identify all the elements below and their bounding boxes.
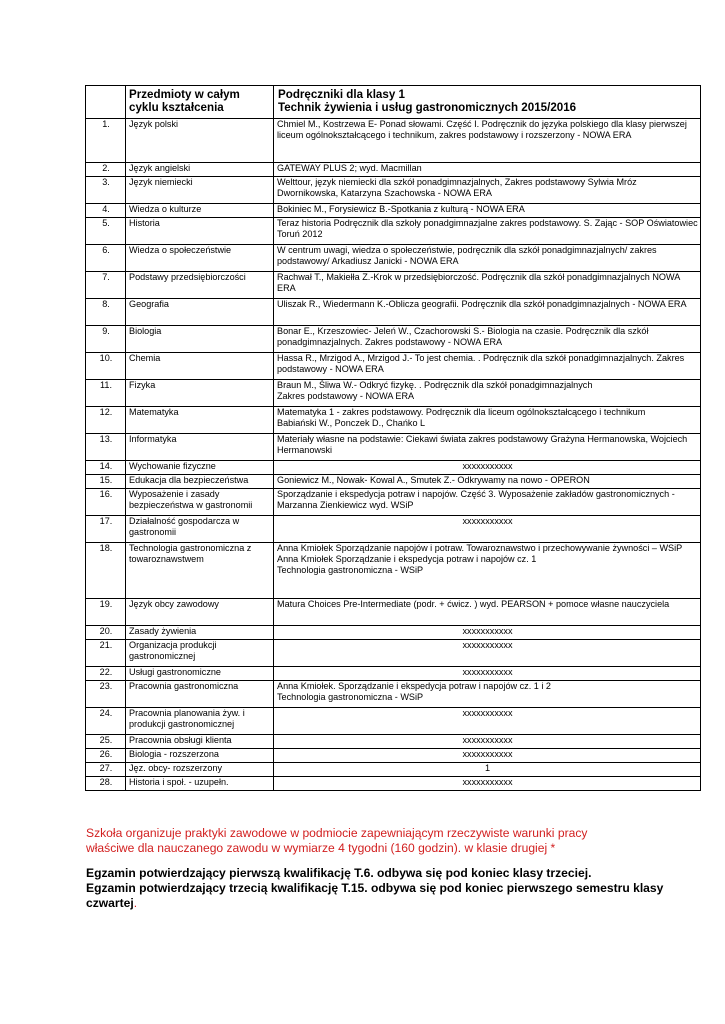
table-row bbox=[86, 543, 701, 599]
table-row bbox=[86, 599, 701, 626]
exam-line-1: Egzamin potwierdzający pierwszą kwalifikację T.6. odbywa się pod koniec klasy trzeciej. bbox=[86, 866, 592, 880]
row-textbook: Rachwał T., Makiełła Z.-Krok w przedsiębiorczość. Podręcznik dla szkół ponadgimnazjalnych NOWA ERA bbox=[274, 272, 701, 299]
table-row bbox=[86, 475, 701, 489]
table-row bbox=[86, 380, 701, 407]
row-textbook: Chmiel M., Kostrzewa E- Ponad słowami. Część I. Podręcznik do języka polskiego dla klasy pierwszej liceum ogólnokształcącego i technikum, zakres podstawowy i rozszerzony - NOWA ERA bbox=[274, 119, 701, 163]
row-textbook: xxxxxxxxxxx bbox=[274, 461, 701, 475]
row-number: 1. bbox=[86, 119, 126, 163]
row-number: 7. bbox=[86, 272, 126, 299]
table-row bbox=[86, 640, 701, 667]
row-subject: Historia bbox=[126, 218, 274, 245]
row-number: 15. bbox=[86, 475, 126, 489]
table-row bbox=[86, 461, 701, 475]
row-textbook: W centrum uwagi, wiedza o społeczeństwie, podręcznik dla szkół ponadgimnazjalnych/ zakres podstawowy/ Arkadiusz Janicki - NOWA ERA bbox=[274, 245, 701, 272]
row-subject: Geografia bbox=[126, 299, 274, 326]
table-row bbox=[86, 763, 701, 777]
row-subject: Wiedza o społeczeństwie bbox=[126, 245, 274, 272]
exam-line-2 bbox=[86, 881, 666, 911]
row-textbook: Goniewicz M., Nowak- Kowal A., Smutek Z.- Odkrywamy na nowo - OPERON bbox=[274, 475, 701, 489]
row-number: 26. bbox=[86, 749, 126, 763]
row-subject: Biologia bbox=[126, 326, 274, 353]
row-subject: Chemia bbox=[126, 353, 274, 380]
row-subject: Informatyka bbox=[126, 434, 274, 461]
table-row bbox=[86, 434, 701, 461]
header-textbooks-line2: Technik żywienia i usług gastronomicznych 2015/2016 bbox=[278, 101, 577, 114]
row-subject: Organizacja produkcji gastronomicznej bbox=[126, 640, 274, 667]
table-row bbox=[86, 407, 701, 434]
row-textbook: Anna Kmiołek. Sporządzanie i ekspedycja potraw i napojów cz. 1 i 2 Technologia gastronomiczna - WSiP bbox=[274, 681, 701, 708]
row-subject: Język obcy zawodowy bbox=[126, 599, 274, 626]
header-number-cell bbox=[86, 86, 126, 119]
row-subject: Podstawy przedsiębiorczości bbox=[126, 272, 274, 299]
row-textbook: Uliszak R., Wiedermann K.-Oblicza geografii. Podręcznik dla szkół ponadgimnazjalnych - NOWA ERA bbox=[274, 299, 701, 326]
row-subject: Język polski bbox=[126, 119, 274, 163]
row-textbook: Bonar E., Krzeszowiec- Jeleń W., Czachorowski S.- Biologia na czasie. Podręcznik dla szkół ponadgimnazjalnych. Zakres podstawowy - NOWA ERA bbox=[274, 326, 701, 353]
row-number: 17. bbox=[86, 516, 126, 543]
row-subject: Zasady żywienia bbox=[126, 626, 274, 640]
row-number: 22. bbox=[86, 667, 126, 681]
row-number: 4. bbox=[86, 204, 126, 218]
row-textbook: xxxxxxxxxxx bbox=[274, 626, 701, 640]
row-subject: Język angielski bbox=[126, 163, 274, 177]
table-row bbox=[86, 489, 701, 516]
row-textbook: Sporządzanie i ekspedycja potraw i napojów. Część 3. Wyposażenie zakładów gastronomicznych - Marzanna Zienkiewicz wyd. WSiP bbox=[274, 489, 701, 516]
row-subject: Biologia - rozszerzona bbox=[126, 749, 274, 763]
row-textbook: GATEWAY PLUS 2; wyd. Macmillan bbox=[274, 163, 701, 177]
row-number: 3. bbox=[86, 177, 126, 204]
row-number: 2. bbox=[86, 163, 126, 177]
row-number: 10. bbox=[86, 353, 126, 380]
row-textbook: xxxxxxxxxxx bbox=[274, 735, 701, 749]
textbook-table bbox=[85, 85, 701, 791]
table-row bbox=[86, 326, 701, 353]
exam-line-2-end: . bbox=[133, 896, 138, 910]
header-textbooks bbox=[274, 86, 701, 119]
row-subject: Wyposażenie i zasady bezpieczeństwa w gastronomii bbox=[126, 489, 274, 516]
row-textbook: 1 bbox=[274, 763, 701, 777]
row-number: 8. bbox=[86, 299, 126, 326]
row-number: 12. bbox=[86, 407, 126, 434]
row-number: 5. bbox=[86, 218, 126, 245]
row-number: 24. bbox=[86, 708, 126, 735]
row-number: 9. bbox=[86, 326, 126, 353]
row-textbook: Materiały własne na podstawie: Ciekawi świata zakres podstawowy Grażyna Hermanowska, Wojciech Hermanowski bbox=[274, 434, 701, 461]
row-subject: Edukacja dla bezpieczeństwa bbox=[126, 475, 274, 489]
row-textbook: Welttour, język niemiecki dla szkół ponadgimnazjalnych, Zakres podstawowy Sylwia Mróz Dwornikowska, Katarzyna Szachowska - NOWA ERA bbox=[274, 177, 701, 204]
table-row bbox=[86, 299, 701, 326]
row-subject: Technologia gastronomiczna z towaroznawstwem bbox=[126, 543, 274, 599]
table-row bbox=[86, 177, 701, 204]
exam-info bbox=[86, 866, 666, 911]
row-subject: Historia i społ. - uzupełn. bbox=[126, 777, 274, 791]
table-header-row bbox=[86, 86, 701, 119]
row-textbook: Bokiniec M., Forysiewicz B.-Spotkania z kulturą - NOWA ERA bbox=[274, 204, 701, 218]
table-row bbox=[86, 735, 701, 749]
row-textbook: Braun M., Śliwa W.- Odkryć fizykę. . Podręcznik dla szkół ponadgimnazjalnych Zakres podstawowy - NOWA ERA bbox=[274, 380, 701, 407]
table-row bbox=[86, 667, 701, 681]
row-number: 20. bbox=[86, 626, 126, 640]
row-textbook: Matematyka 1 - zakres podstawowy. Podręcznik dla liceum ogólnokształcącego i technikum Babiański W., Ponczek D., Chańko L bbox=[274, 407, 701, 434]
table-row bbox=[86, 626, 701, 640]
table-row bbox=[86, 204, 701, 218]
row-number: 16. bbox=[86, 489, 126, 516]
row-textbook: xxxxxxxxxxx bbox=[274, 667, 701, 681]
row-textbook: xxxxxxxxxxx bbox=[274, 640, 701, 667]
table-row bbox=[86, 163, 701, 177]
row-number: 19. bbox=[86, 599, 126, 626]
table-row bbox=[86, 119, 701, 163]
row-number: 28. bbox=[86, 777, 126, 791]
exam-line-2-text: Egzamin potwierdzający trzecią kwalifikację T.15. odbywa się pod koniec pierwszego semestru klasy czwartej bbox=[86, 881, 664, 910]
table-row bbox=[86, 516, 701, 543]
row-number: 14. bbox=[86, 461, 126, 475]
row-number: 18. bbox=[86, 543, 126, 599]
row-subject: Fizyka bbox=[126, 380, 274, 407]
row-number: 6. bbox=[86, 245, 126, 272]
row-subject: Matematyka bbox=[126, 407, 274, 434]
table-row bbox=[86, 681, 701, 708]
row-subject: Język niemiecki bbox=[126, 177, 274, 204]
row-number: 11. bbox=[86, 380, 126, 407]
row-number: 27. bbox=[86, 763, 126, 777]
table-row bbox=[86, 749, 701, 763]
header-textbooks-line1: Podręczniki dla klasy 1 bbox=[278, 88, 405, 101]
row-number: 23. bbox=[86, 681, 126, 708]
row-subject: Pracownia gastronomiczna bbox=[126, 681, 274, 708]
row-subject: Jęz. obcy- rozszerzony bbox=[126, 763, 274, 777]
internship-note: Szkoła organizuje praktyki zawodowe w podmiocie zapewniającym rzeczywiste warunki pracy właściwe dla nauczanego zawodu w wymiarze 4 tygodni (160 godzin). w klasie drugiej * bbox=[86, 826, 588, 855]
table-row bbox=[86, 272, 701, 299]
row-textbook: Anna Kmiołek Sporządzanie napojów i potraw. Towaroznawstwo i przechowywanie żywności – WSiP Anna Kmiołek Sporządzanie i ekspedycja potraw i napojów cz. 1 Technologia gastronomiczna - WSiP bbox=[274, 543, 701, 599]
row-subject: Pracownia obsługi klienta bbox=[126, 735, 274, 749]
table-row bbox=[86, 245, 701, 272]
row-subject: Działalność gospodarcza w gastronomii bbox=[126, 516, 274, 543]
row-textbook: xxxxxxxxxxx bbox=[274, 516, 701, 543]
row-textbook: Hassa R., Mrzigod A., Mrzigod J.- To jest chemia. . Podręcznik dla szkół ponadgimnazjalnych. Zakres podstawowy - NOWA ERA bbox=[274, 353, 701, 380]
row-textbook: Teraz historia Podręcznik dla szkoły ponadgimnazjalne zakres podstawowy. S. Zając - SOP Oświatowiec Toruń 2012 bbox=[274, 218, 701, 245]
row-textbook: xxxxxxxxxxx bbox=[274, 777, 701, 791]
table-row bbox=[86, 708, 701, 735]
row-subject: Wychowanie fizyczne bbox=[126, 461, 274, 475]
header-subjects: Przedmioty w całym cyklu kształcenia bbox=[126, 86, 274, 119]
table-row bbox=[86, 777, 701, 791]
row-subject: Wiedza o kulturze bbox=[126, 204, 274, 218]
row-subject: Pracownia planowania żyw. i produkcji gastronomicznej bbox=[126, 708, 274, 735]
row-number: 13. bbox=[86, 434, 126, 461]
row-number: 25. bbox=[86, 735, 126, 749]
row-textbook: xxxxxxxxxxx bbox=[274, 749, 701, 763]
row-textbook: Matura Choices Pre-Intermediate (podr. + ćwicz. ) wyd. PEARSON + pomoce własne nauczyciela bbox=[274, 599, 701, 626]
table-row bbox=[86, 218, 701, 245]
row-subject: Usługi gastronomiczne bbox=[126, 667, 274, 681]
table-row bbox=[86, 353, 701, 380]
row-textbook: xxxxxxxxxxx bbox=[274, 708, 701, 735]
row-number: 21. bbox=[86, 640, 126, 667]
